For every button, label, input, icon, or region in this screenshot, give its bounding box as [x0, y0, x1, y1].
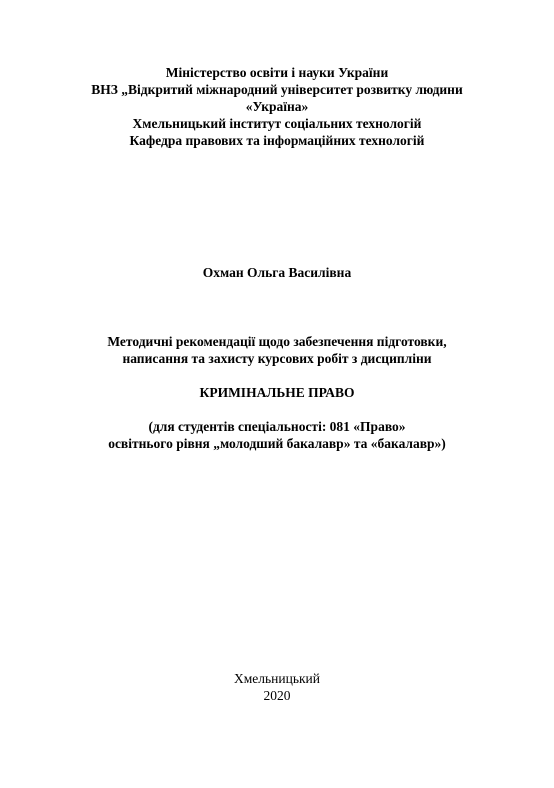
audience-line-2: освітнього рівня „молодший бакалавр» та «бакалавр») — [108, 436, 446, 451]
department-line: Кафедра правових та інформаційних технологій — [129, 133, 425, 148]
city: Хмельницький — [233, 671, 321, 686]
year: 2020 — [263, 688, 291, 703]
author-name: Охман Ольга Василівна — [202, 265, 352, 280]
ministry-line: Міністерство освіти і науки України — [165, 65, 389, 80]
institute-line: Хмельницький інститут соціальних технологій — [132, 116, 422, 131]
discipline-title: КРИМІНАЛЬНЕ ПРАВО — [199, 385, 355, 400]
university-line: ВНЗ „Відкритий міжнародний університет розвитку людини — [91, 82, 463, 97]
description-line-1: Методичні рекомендації щодо забезпечення підготовки, — [107, 334, 447, 349]
audience-line-1: (для студентів спеціальності: 081 «Право» — [148, 419, 406, 434]
description-line-2: написання та захисту курсових робіт з дисципліни — [122, 351, 432, 366]
university-name-line: «Україна» — [245, 99, 309, 114]
